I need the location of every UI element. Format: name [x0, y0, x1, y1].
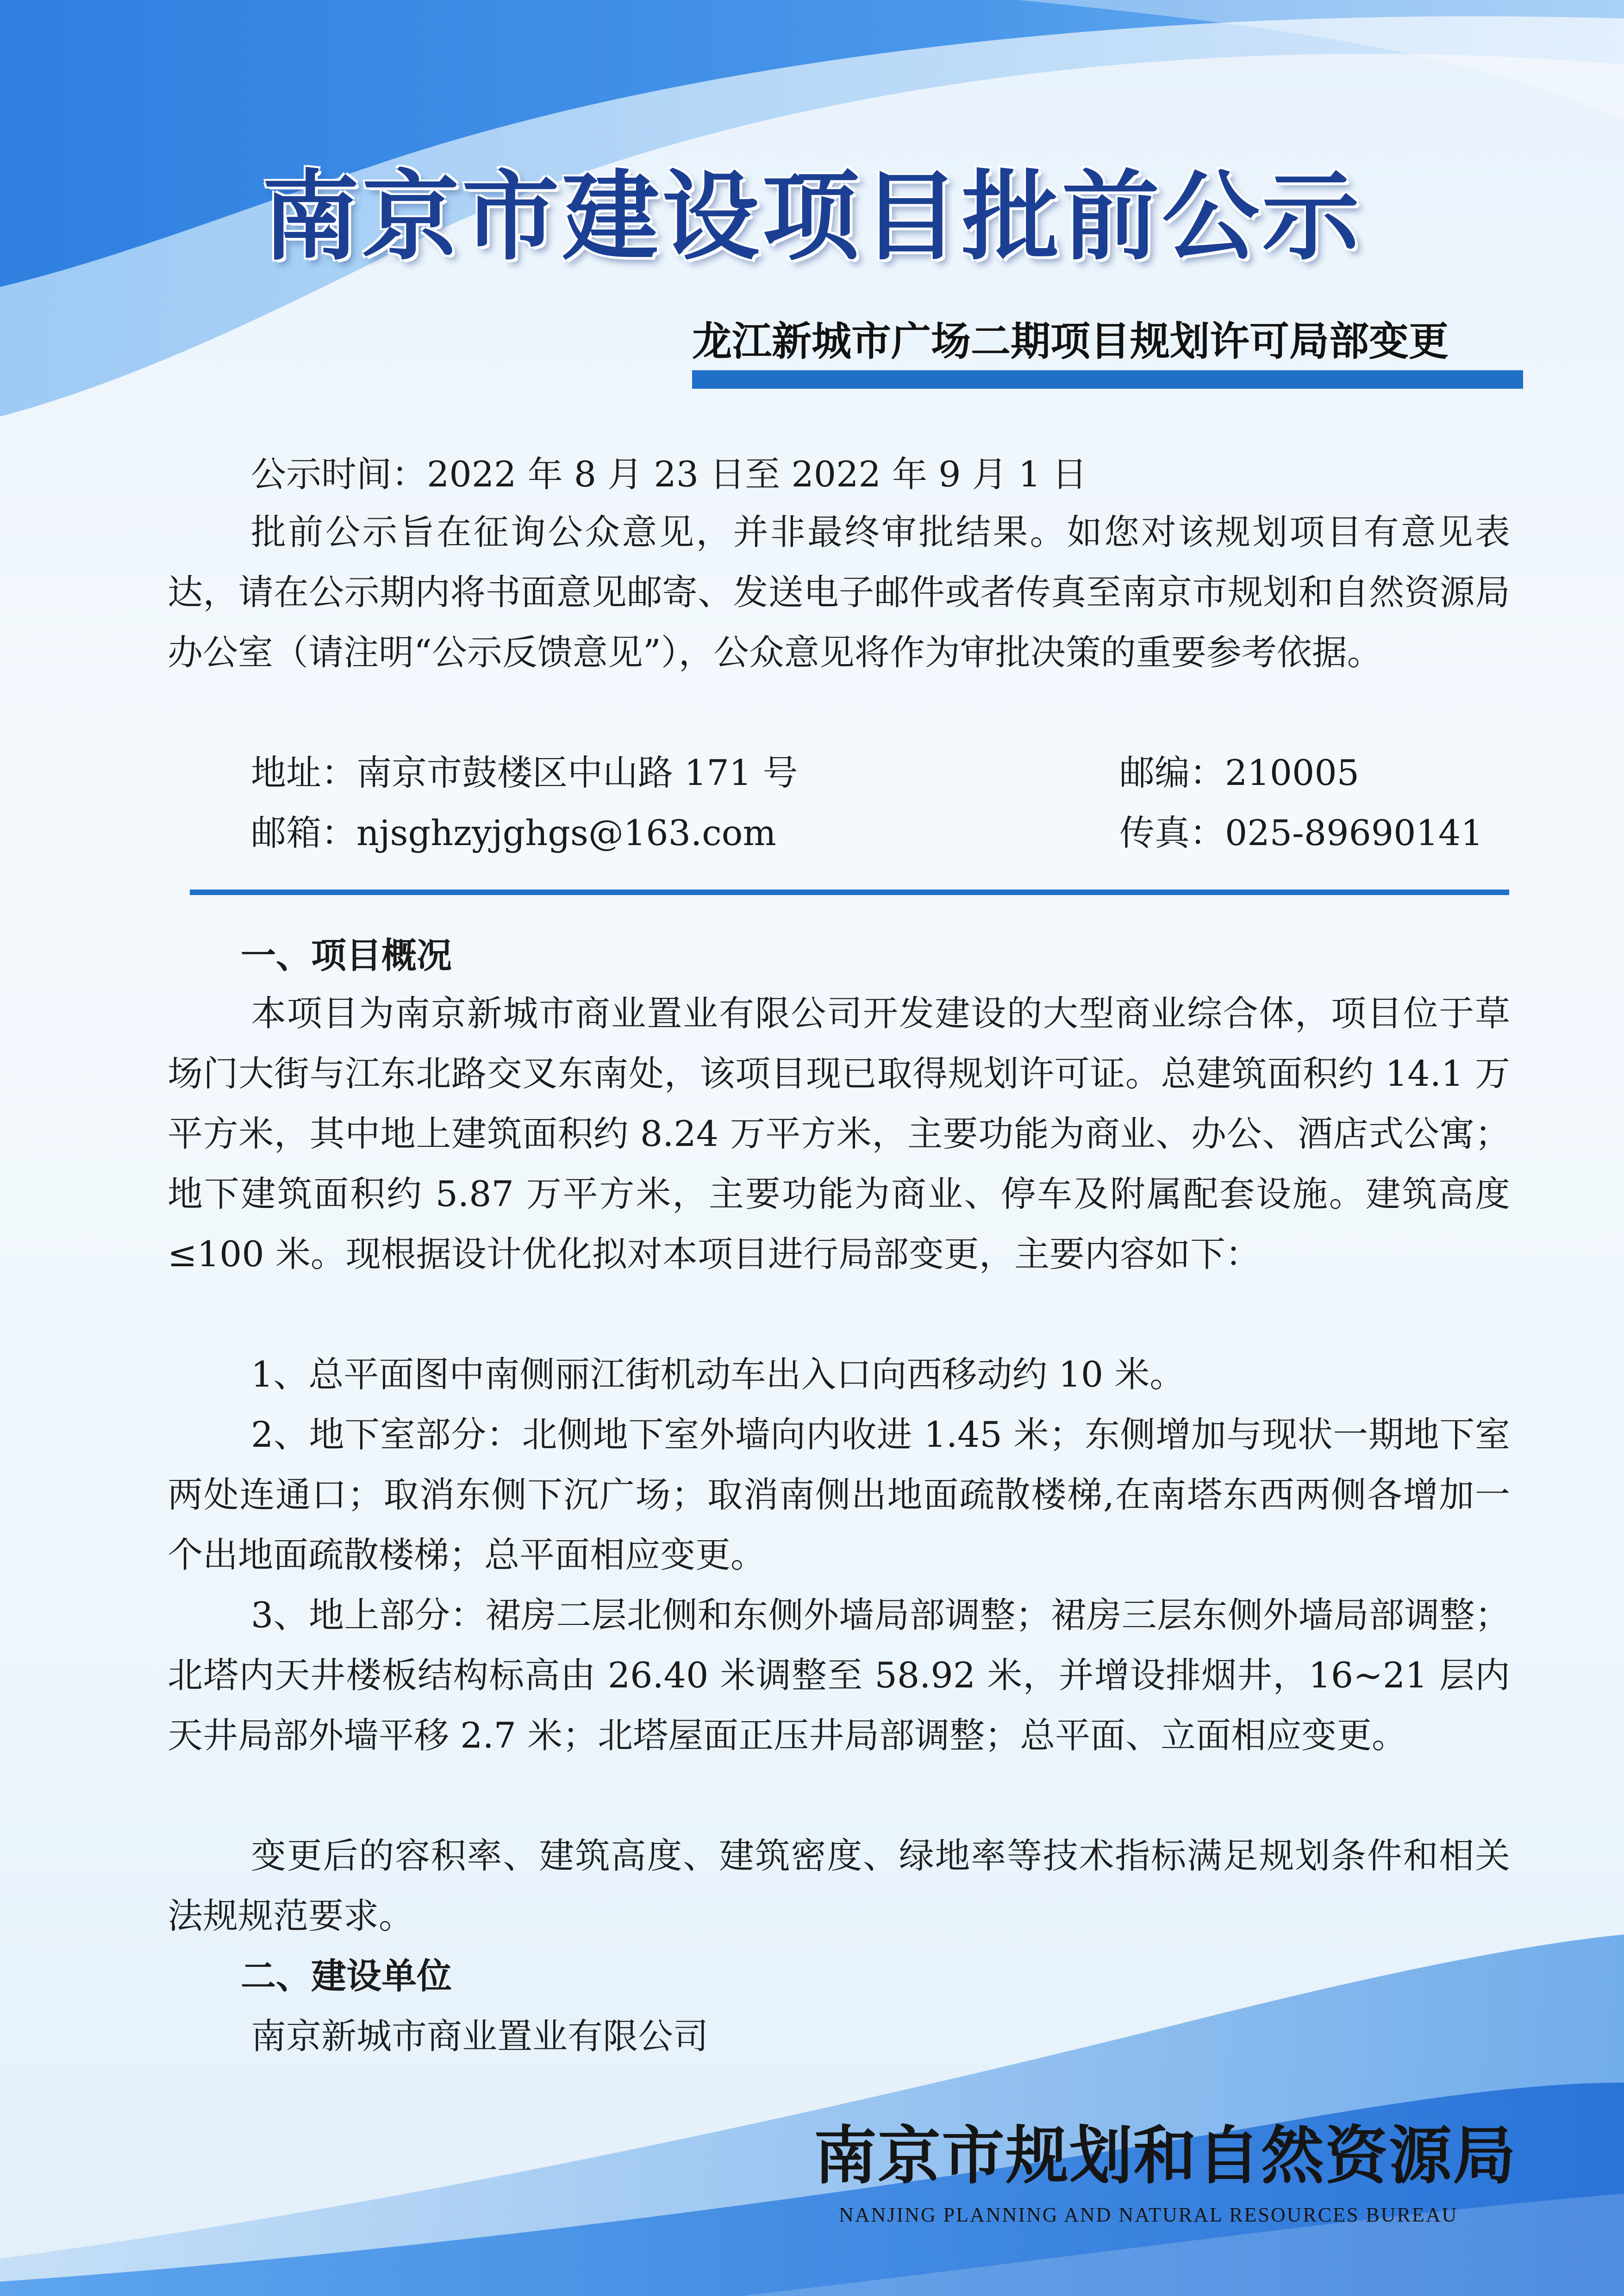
section1-conclusion: 变更后的容积率、建筑高度、建筑密度、绿地率等技术指标满足规划条件和相关法规规范要求。 — [168, 1835, 1510, 1936]
notice-postcode: 邮编：210005 — [1119, 752, 1360, 793]
footer-org-chinese: 南京市规划和自然资源局 — [814, 2119, 1517, 2193]
notice-period: 公示时间：2022 年 8 月 23 日至 2022 年 9 月 1 日 — [251, 454, 1087, 495]
section1-heading: 一、项目概况 — [241, 935, 452, 976]
project-subtitle: 龙江新城市广场二期项目规划许可局部变更 — [692, 318, 1449, 365]
notice-address: 地址：南京市鼓楼区中山路 171 号 — [251, 752, 798, 793]
notice-fax: 传真：025-89690141 — [1119, 812, 1483, 853]
section1-item2: 2、地下室部分：北侧地下室外墙向内收进 1.45 米；东侧增加与现状一期地下室两处连通口；取消东侧下沉广场；取消南侧出地面疏散楼梯,在南塔东西两侧各增加一个出地面疏散楼梯；总平面相应变更。 — [168, 1414, 1510, 1575]
subtitle-underline — [692, 370, 1523, 389]
notice-purpose: 批前公示旨在征询公众意见，并非最终审批结果。如您对该规划项目有意见表达，请在公示期内将书面意见邮寄、发送电子邮件或者传真至南京市规划和自然资源局办公室（请注明“公示反馈意见”），公众意见将作为审批决策的重要参考依据。 — [168, 511, 1510, 673]
section-divider — [190, 890, 1509, 895]
construction-company: 南京新城市商业置业有限公司 — [251, 2016, 708, 2057]
footer-org-english: NANJING PLANNING AND NATURAL RESOURCES BUREAU — [839, 2203, 1458, 2226]
notice-email: 邮箱：njsghzyjghgs@163.com — [251, 812, 776, 853]
section1-intro: 本项目为南京新城市商业置业有限公司开发建设的大型商业综合体，项目位于草场门大街与江东北路交叉东南处，该项目现已取得规划许可证。总建筑面积约 14.1 万平方米，其中地上建筑面积约 8.24 万平方米，主要功能为商业、办公、酒店式公寓；地下建筑面积约 5.87 万平方米，主要功能为商业、停车及附属配套设施。建筑高度≤100 米。现根据设计优化拟对本项目进行局部变更，主要内容如下： — [168, 993, 1510, 1275]
section1-item1: 1、总平面图中南侧丽江街机动车出入口向西移动约 10 米。 — [251, 1354, 1185, 1395]
page-title: 南京市建设项目批前公示 — [262, 159, 1362, 274]
section2-heading: 二、建设单位 — [241, 1955, 452, 1997]
section1-item3: 3、地上部分：裙房二层北侧和东侧外墙局部调整；裙房三层东侧外墙局部调整；北塔内天井楼板结构标高由 26.40 米调整至 58.92 米，并增设排烟井，16~21 层内天井局部外墙平移 2.7 米；北塔屋面正压井局部调整；总平面、立面相应变更。 — [168, 1594, 1510, 1756]
